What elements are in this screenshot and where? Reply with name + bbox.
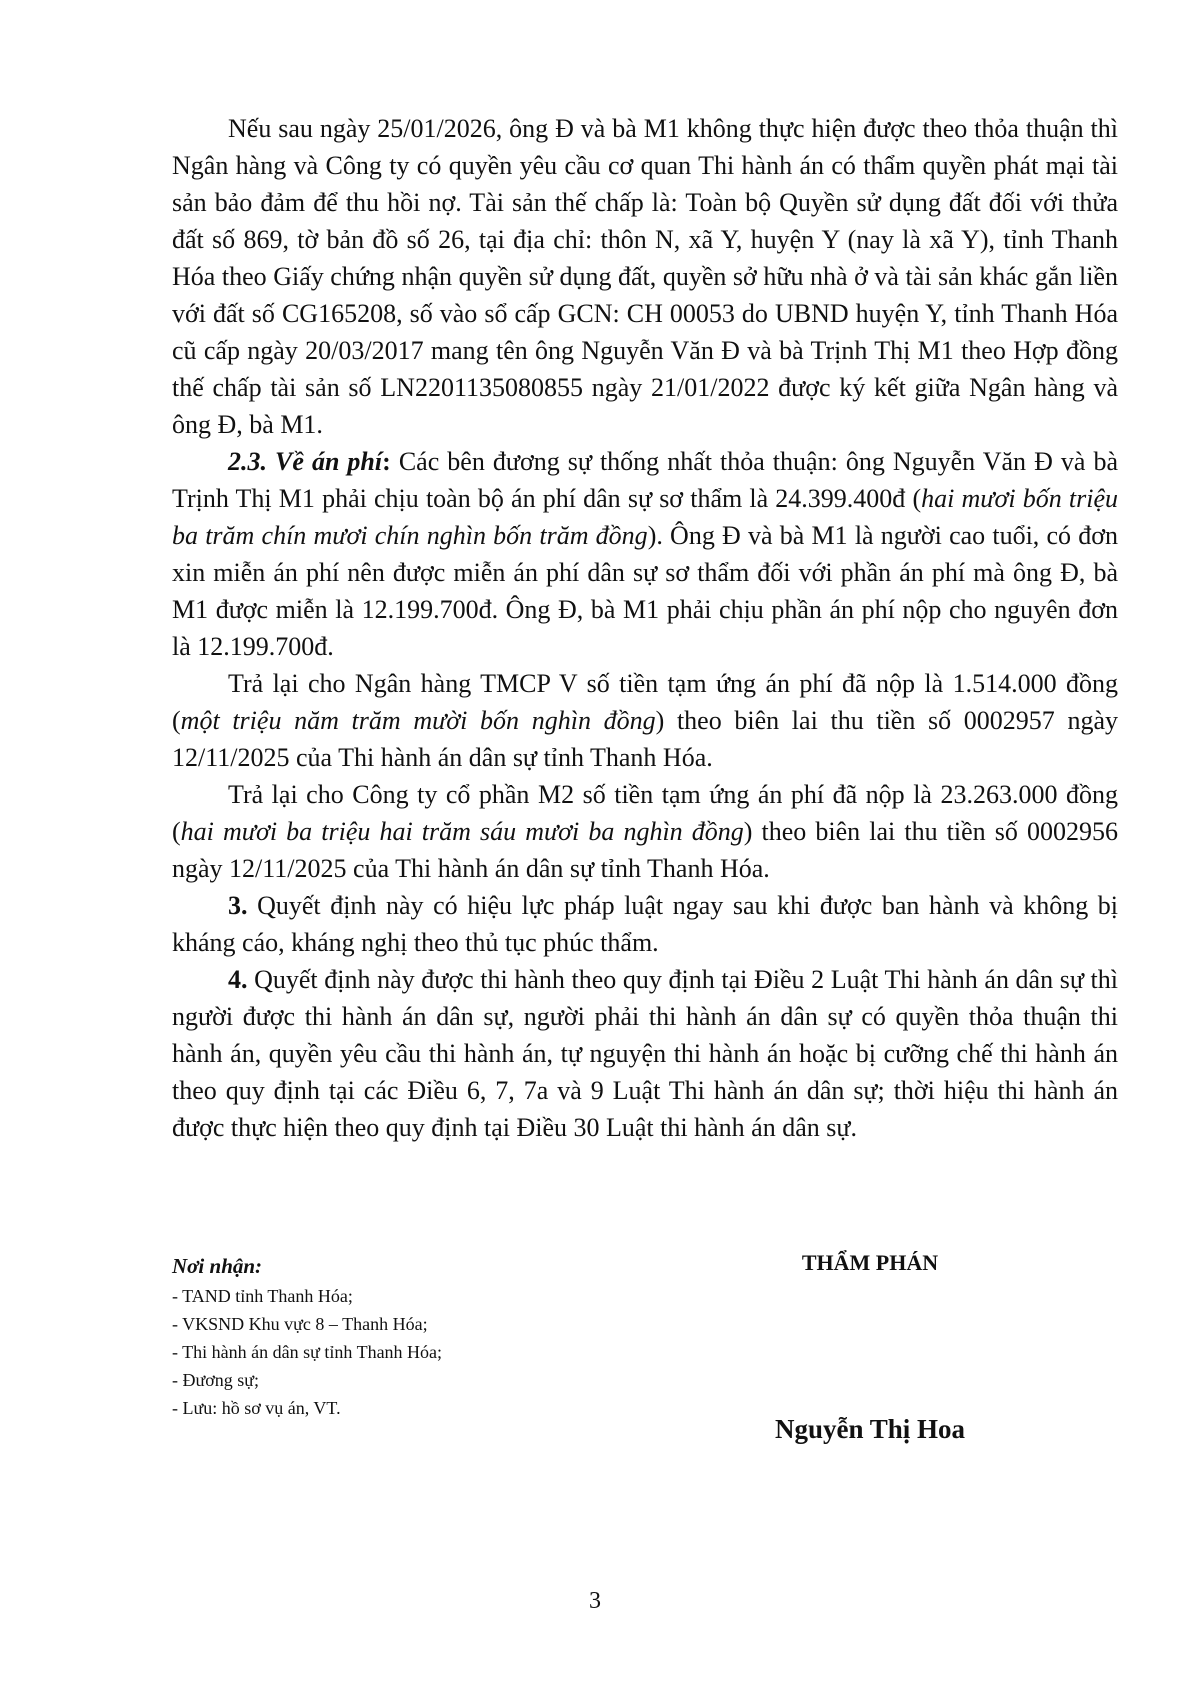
page-number: 3: [589, 1588, 601, 1614]
recipient-item: - Lưu: hồ sơ vụ án, VT.: [172, 1398, 341, 1418]
recipient-item: - Thi hành án dân sự tỉnh Thanh Hóa;: [172, 1342, 443, 1362]
recipients-block: [172, 1250, 732, 1422]
document-body: [172, 110, 1118, 1146]
amount-in-words: một triệu năm trăm mười bốn nghìn đồng: [180, 706, 656, 735]
item-number: 4.: [228, 965, 248, 994]
recipient-item: - VKSND Khu vực 8 – Thanh Hóa;: [172, 1314, 428, 1334]
amount-in-words: hai mươi bốn triệu ba trăm chín mươi chín nghìn bốn trăm đồng: [172, 484, 1118, 550]
paragraph-collateral: Nếu sau ngày 25/01/2026, ông Đ và bà M1 không thực hiện được theo thỏa thuận thì Ngân hàng và Công ty có quyền yêu cầu cơ quan Thi hành án có thẩm quyền phát mại tài sản bảo đảm để thu hồi nợ. Tài sản thế chấp là: Toàn bộ Quyền sử dụng đất đối với thửa đất số 869, tờ bản đồ số 26, tại địa chỉ: thôn N, xã Y, huyện Y (nay là xã Y), tỉnh Thanh Hóa theo Giấy chứng nhận quyền sử dụng đất, quyền sở hữu nhà ở và tài sản khác gắn liền với đất số CG165208, số vào sổ cấp GCN: CH 00053 do UBND huyện Y, tỉnh Thanh Hóa cũ cấp ngày 20/03/2017 mang tên ông Nguyễn Văn Đ và bà Trịnh Thị M1 theo Hợp đồng thế chấp tài sản số LN2201135080855 ngày 21/01/2022 được ký kết giữa Ngân hàng và ông Đ, bà M1.: [172, 114, 1118, 439]
paragraph-refund-company: Trả lại cho Công ty cổ phần M2 số tiền tạm ứng án phí đã nộp là 23.263.000 đồng (hai mươi ba triệu hai trăm sáu mươi ba nghìn đồng) theo biên lai thu tiền số 0002956 ngày 12/11/2025 của Thi hành án dân sự tỉnh Thanh Hóa.: [172, 780, 1118, 883]
signer-name: Nguyễn Thị Hoa: [774, 1414, 966, 1444]
paragraph-court-fee: 2.3. Về án phí: Các bên đương sự thống nhất thỏa thuận: ông Nguyễn Văn Đ và bà Trịnh Thị M1 phải chịu toàn bộ án phí dân sự sơ thẩm là 24.399.400đ (hai mươi bốn triệu ba trăm chín mươi chín nghìn bốn trăm đồng). Ông Đ và bà M1 là người cao tuổi, có đơn xin miễn án phí nên được miễn án phí dân sự sơ thẩm đối với phần án phí mà ông Đ, bà M1 được miễn là 12.199.700đ. Ông Đ, bà M1 phải chịu phần án phí nộp cho nguyên đơn là 12.199.700đ.: [172, 447, 1118, 661]
recipient-item: - TAND tỉnh Thanh Hóa;: [172, 1286, 353, 1306]
recipients-heading: Nơi nhận:: [172, 1254, 263, 1278]
paragraph-enforcement: 4. Quyết định này được thi hành theo quy định tại Điều 2 Luật Thi hành án dân sự thì người được thi hành án dân sự, người phải thi hành án dân sự có quyền thỏa thuận thi hành án, quyền yêu cầu thi hành án, tự nguyện thi hành án hoặc bị cưỡng chế thi hành án theo quy định tại các Điều 6, 7, 7a và 9 Luật Thi hành án dân sự; thời hiệu thi hành án được thực hiện theo quy định tại Điều 30 Luật thi hành án dân sự.: [172, 965, 1118, 1142]
section-heading-court-fee: 2.3. Về án phí: [228, 447, 383, 476]
item-number: 3.: [228, 891, 248, 920]
amount-in-words: hai mươi ba triệu hai trăm sáu mươi ba nghìn đồng: [180, 817, 744, 846]
paragraph-refund-bank: Trả lại cho Ngân hàng TMCP V số tiền tạm ứng án phí đã nộp là 1.514.000 đồng (một triệu năm trăm mười bốn nghìn đồng) theo biên lai thu tiền số 0002957 ngày 12/11/2025 của Thi hành án dân sự tỉnh Thanh Hóa.: [172, 669, 1119, 772]
recipient-item: - Đương sự;: [172, 1370, 260, 1390]
signature-title: THẨM PHÁN: [801, 1250, 939, 1275]
paragraph-effect: 3. Quyết định này có hiệu lực pháp luật ngay sau khi được ban hành và không bị kháng cáo, kháng nghị theo thủ tục phúc thẩm.: [172, 891, 1118, 957]
